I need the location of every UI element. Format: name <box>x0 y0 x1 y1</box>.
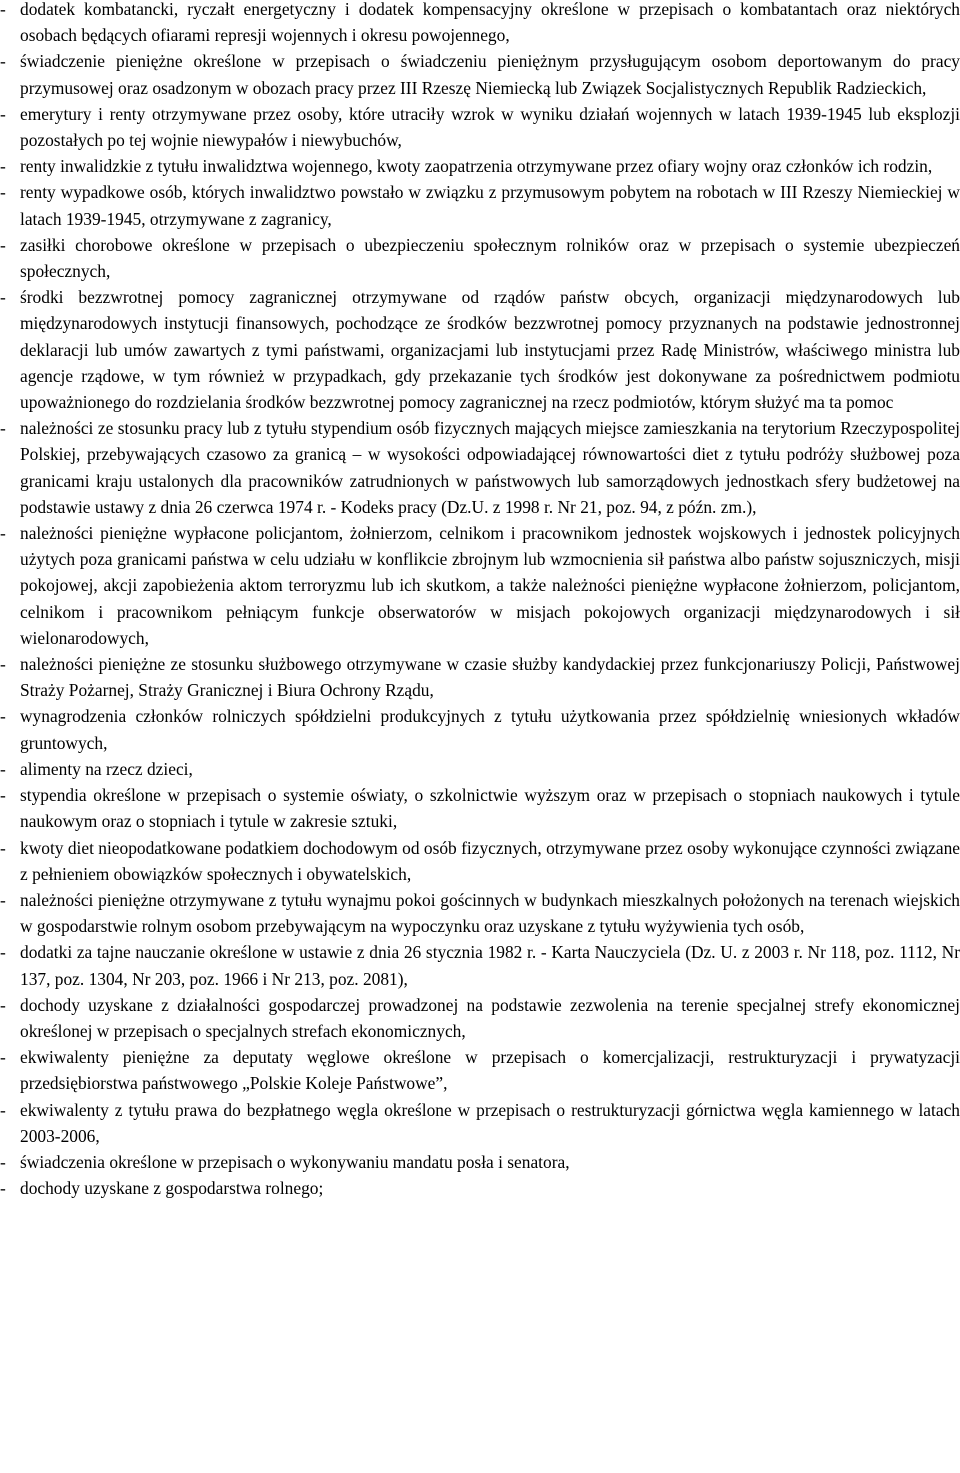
list-bullet: - <box>0 156 6 177</box>
list-bullet: - <box>0 103 6 124</box>
list-item-text: dochody uzyskane z działalności gospodarczej prowadzonej na podstawie zezwolenia na terenie specjalnej strefy ekonomicznej określonej w przepisach o specjalnych strefach ekonomicznych, <box>20 994 960 1041</box>
list-item <box>0 1097 960 1149</box>
list-bullet: - <box>0 942 6 963</box>
list-item-text: należności ze stosunku pracy lub z tytułu stypendium osób fizycznych mających miejsce zamieszkania na terytorium Rzeczypospolitej Polskiej, przebywających czasowo za granicą – w wysokości odpowiadającej równowartości diet z tytułu podróży służbowej poza granicami kraju ustalonych dla pracowników zatrudnionych w państwowych lub samorządowych jednostkach sfery budżetowej na podstawie ustawy z dnia 26 czerwca 1974 r. - Kodeks pracy (Dz.U. z 1998 r. Nr 21, poz. 94, z późn. zm.), <box>20 418 960 517</box>
list-bullet: - <box>0 706 6 727</box>
list-item-text: świadczenie pieniężne określone w przepisach o świadczeniu pieniężnym przysługującym osobom deportowanym do pracy przymusowej oraz osadzonym w obozach pracy przez III Rzeszę Niemiecką lub Związek Socjalistycznych Republik Radzieckich, <box>20 51 960 98</box>
list-item <box>0 1175 960 1201</box>
list-item <box>0 651 960 703</box>
list-bullet: - <box>0 837 6 858</box>
list-item <box>0 101 960 153</box>
list-bullet: - <box>0 51 6 72</box>
list-bullet: - <box>0 1178 6 1199</box>
list-item <box>0 284 960 415</box>
list-item-text: emerytury i renty otrzymywane przez osoby, które utraciły wzrok w wyniku działań wojennych w latach 1939-1945 lub eksplozji pozostałych po tej wojnie niewypałów i niewybuchów, <box>20 103 960 151</box>
list-item-text: stypendia określone w przepisach o systemie oświaty, o szkolnictwie wyższym oraz w przepisach o stopniach naukowych i tytule naukowym oraz o stopniach i tytule w zakresie sztuki, <box>20 785 960 832</box>
list-bullet: - <box>0 234 6 255</box>
list-item-text: świadczenia określone w przepisach o wykonywaniu mandatu posła i senatora, <box>20 1151 570 1172</box>
list-item-text: należności pieniężne ze stosunku służbowego otrzymywane w czasie służby kandydackiej przez funkcjonariuszy Policji, Państwowej Straży Pożarnej, Straży Granicznej i Biura Ochrony Rządu, <box>20 654 960 701</box>
list-item-text: ekwiwalenty pieniężne za deputaty węglowe określone w przepisach o komercjalizacji, restrukturyzacji i prywatyzacji przedsiębiorstwa państwowego „Polskie Koleje Państwowe”, <box>20 1047 960 1094</box>
list-bullet: - <box>0 785 6 806</box>
list-item <box>0 1044 960 1096</box>
list-item-text: wynagrodzenia członków rolniczych spółdzielni produkcyjnych z tytułu użytkowania przez spółdzielnię wniesionych wkładów gruntowych, <box>20 706 960 753</box>
list-bullet: - <box>0 1151 6 1172</box>
list-item-text: ekwiwalenty z tytułu prawa do bezpłatnego węgla określone w przepisach o restrukturyzacji górnictwa węgla kamiennego w latach 2003-2006, <box>20 1099 960 1146</box>
list-item-text: dochody uzyskane z gospodarstwa rolnego; <box>20 1178 324 1199</box>
list-item-text: zasiłki chorobowe określone w przepisach o ubezpieczeniu społecznym rolników oraz w przepisach o systemie ubezpieczeń społecznych, <box>20 234 960 282</box>
list-item <box>0 939 960 991</box>
list-item-text: renty wypadkowe osób, których inwalidztwo powstało w związku z przymusowym pobytem na robotach w III Rzeszy Niemieckiej w latach 1939-1945, otrzymywane z zagranicy, <box>20 182 960 229</box>
list-bullet: - <box>0 418 6 439</box>
list-bullet: - <box>0 287 6 308</box>
list-item <box>0 703 960 755</box>
list-bullet: - <box>0 0 6 19</box>
list-item <box>0 48 960 100</box>
list-item-text: środki bezzwrotnej pomocy zagranicznej otrzymywane od rządów państw obcych, organizacji międzynarodowych lub międzynarodowych instytucji finansowych, pochodzące ze środków bezzwrotnej pomocy przyznanych na podstawie jednostronnej deklaracji lub umów zawartych z tymi państwami, organizacjami lub instytucjami przez Radę Ministrów, właściwego ministra lub agencje rządowe, w tym również w przypadkach, gdy przekazanie tych środków jest dokonywane za pośrednictwem podmiotu upoważnionego do rozdzielania środków bezzwrotnej pomocy zagranicznej na rzecz podmiotów, którym służyć ma ta pomoc <box>20 287 960 413</box>
list-bullet: - <box>0 994 6 1015</box>
list-item <box>0 415 960 520</box>
list-item-text: renty inwalidzkie z tytułu inwalidztwa wojennego, kwoty zaopatrzenia otrzymywane przez ofiary wojny oraz członków ich rodzin, <box>20 156 933 177</box>
list-bullet: - <box>0 889 6 910</box>
list-bullet: - <box>0 1047 6 1068</box>
list-item <box>0 1149 960 1175</box>
list-bullet: - <box>0 758 6 779</box>
list-bullet: - <box>0 182 6 203</box>
list-item <box>0 179 960 231</box>
list-item-text: należności pieniężne wypłacone policjantom, żołnierzom, celnikom i pracownikom jednostek wojskowych i jednostek policyjnych użytych poza granicami państwa w celu udziału w konflikcie zbrojnym lub wzmocnienia sił państwa albo państw sojuszniczych, misji pokojowej, akcji zapobieżenia aktom terroryzmu lub ich skutkom, a także należności pieniężne wypłacone żołnierzom, policjantom, celnikom i pracownikom pełniącym funkcje obserwatorów w misjach pokojowych organizacji międzynarodowych i sił wielonarodowych, <box>20 523 960 648</box>
list-item-text: kwoty diet nieopodatkowane podatkiem dochodowym od osób fizycznych, otrzymywane przez osoby wykonujące czynności związane z pełnieniem obowiązków społecznych i obywatelskich, <box>20 837 960 884</box>
list-item-text: dodatek kombatancki, ryczałt energetyczny i dodatek kompensacyjny określone w przepisach o kombatantach oraz niektórych osobach będących ofiarami represji wojennych i okresu powojennego, <box>20 0 960 46</box>
list-bullet: - <box>0 1099 6 1120</box>
list-item-text: dodatki za tajne nauczanie określone w ustawie z dnia 26 stycznia 1982 r. - Karta Nauczyciela (Dz. U. z 2003 r. Nr 118, poz. 1112, Nr 137, poz. 1304, Nr 203, poz. 1966 i Nr 213, poz. 2081), <box>20 942 960 989</box>
list-item-text: alimenty na rzecz dzieci, <box>20 758 193 779</box>
list-item <box>0 835 960 887</box>
list-item <box>0 887 960 939</box>
list-item <box>0 520 960 651</box>
list-item-text: należności pieniężne otrzymywane z tytułu wynajmu pokoi gościnnych w budynkach mieszkalnych położonych na terenach wiejskich w gospodarstwie rolnym osobom przebywającym na wypoczynku oraz uzyskane z tytułu wyżywienia tych osób, <box>20 889 960 937</box>
list-item <box>0 0 960 48</box>
list-item <box>0 782 960 834</box>
list-item <box>0 153 960 179</box>
list-bullet: - <box>0 654 6 675</box>
list-item <box>0 232 960 284</box>
list-bullet: - <box>0 523 6 544</box>
list-item <box>0 756 960 782</box>
list-item <box>0 992 960 1044</box>
